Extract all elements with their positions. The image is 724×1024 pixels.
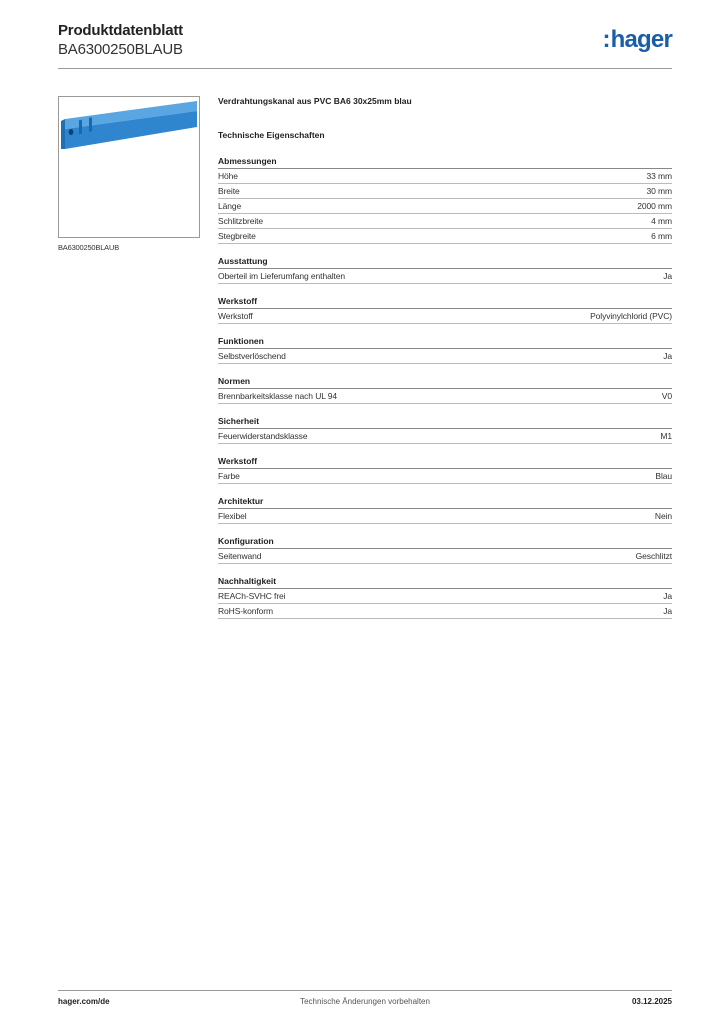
spec-value: Ja: [663, 271, 672, 281]
header-divider: [58, 68, 672, 69]
spec-label: Breite: [218, 186, 240, 196]
spec-value: 2000 mm: [637, 201, 672, 211]
spec-row: [218, 429, 672, 444]
cable-duct-illustration: [59, 97, 199, 237]
spec-label: Stegbreite: [218, 231, 256, 241]
footer-website-link[interactable]: hager.com/de: [58, 997, 110, 1006]
section-title: Nachhaltigkeit: [218, 576, 672, 589]
section-title: Normen: [218, 376, 672, 389]
spec-value: Geschlitzt: [635, 551, 672, 561]
footer-disclaimer: Technische Änderungen vorbehalten: [300, 997, 430, 1006]
spec-section: [218, 496, 672, 524]
spec-row: [218, 389, 672, 404]
section-title: Sicherheit: [218, 416, 672, 429]
spec-value: Ja: [663, 591, 672, 601]
logo-text: hager: [610, 26, 672, 53]
spec-value: Nein: [654, 511, 672, 521]
spec-value: M1: [660, 431, 672, 441]
image-caption: BA6300250BLAUB: [58, 243, 119, 252]
spec-row: [218, 309, 672, 324]
spec-section: [218, 576, 672, 619]
footer-date: 03.12.2025: [631, 997, 672, 1006]
section-title: Werkstoff: [218, 456, 672, 469]
spec-section: [218, 376, 672, 404]
spec-section: [218, 296, 672, 324]
product-name: Verdrahtungskanal aus PVC BA6 30x25mm blau: [218, 96, 412, 106]
spec-value: Polyvinylchlorid (PVC): [590, 311, 672, 321]
spec-row: [218, 349, 672, 364]
spec-value: 4 mm: [651, 216, 672, 226]
spec-value: 6 mm: [651, 231, 672, 241]
document-title: Produktdatenblatt: [58, 22, 183, 39]
spec-section: [218, 536, 672, 564]
spec-value: 30 mm: [646, 186, 672, 196]
spec-value: 33 mm: [646, 171, 672, 181]
spec-label: Höhe: [218, 171, 238, 181]
spec-row: [218, 604, 672, 619]
spec-content: [218, 96, 672, 619]
spec-section: [218, 336, 672, 364]
spec-section: [218, 416, 672, 444]
spec-row: [218, 229, 672, 244]
spec-row: [218, 469, 672, 484]
spec-row: [218, 589, 672, 604]
spec-section: [218, 456, 672, 484]
spec-label: Farbe: [218, 471, 240, 481]
page-header: [58, 22, 672, 70]
spec-label: Werkstoff: [218, 311, 253, 321]
section-title: Abmessungen: [218, 156, 672, 169]
spec-value: Ja: [663, 606, 672, 616]
section-title: Ausstattung: [218, 256, 672, 269]
section-title: Konfiguration: [218, 536, 672, 549]
spec-label: REACh-SVHC frei: [218, 591, 286, 601]
section-title: Werkstoff: [218, 296, 672, 309]
spec-label: Flexibel: [218, 511, 247, 521]
spec-row: [218, 549, 672, 564]
spec-label: Seitenwand: [218, 551, 262, 561]
spec-label: Brennbarkeitsklasse nach UL 94: [218, 391, 338, 401]
logo-colon-mark: :: [602, 26, 610, 53]
spec-label: Schlitzbreite: [218, 216, 263, 226]
spec-row: [218, 269, 672, 284]
product-image: [58, 96, 200, 238]
spec-row: [218, 214, 672, 229]
page-footer: [58, 997, 672, 1011]
spec-label: Oberteil im Lieferumfang enthalten: [218, 271, 346, 281]
spec-label: Selbstverlöschend: [218, 351, 286, 361]
technical-properties-title: Technische Eigenschaften: [218, 130, 325, 140]
spec-value: Blau: [655, 471, 672, 481]
spec-row: [218, 509, 672, 524]
spec-label: RoHS-konform: [218, 606, 274, 616]
section-title: Funktionen: [218, 336, 672, 349]
product-number: BA6300250BLAUB: [58, 41, 183, 58]
footer-divider: [58, 990, 672, 991]
section-title: Architektur: [218, 496, 672, 509]
spec-label: Feuerwiderstandsklasse: [218, 431, 308, 441]
spec-row: [218, 199, 672, 214]
spec-value: Ja: [663, 351, 672, 361]
hager-logo: [602, 26, 672, 54]
spec-row: [218, 184, 672, 199]
spec-sections: [218, 156, 672, 619]
spec-section: [218, 256, 672, 284]
spec-label: Länge: [218, 201, 242, 211]
spec-row: [218, 169, 672, 184]
spec-section: [218, 156, 672, 244]
spec-value: V0: [661, 391, 672, 401]
